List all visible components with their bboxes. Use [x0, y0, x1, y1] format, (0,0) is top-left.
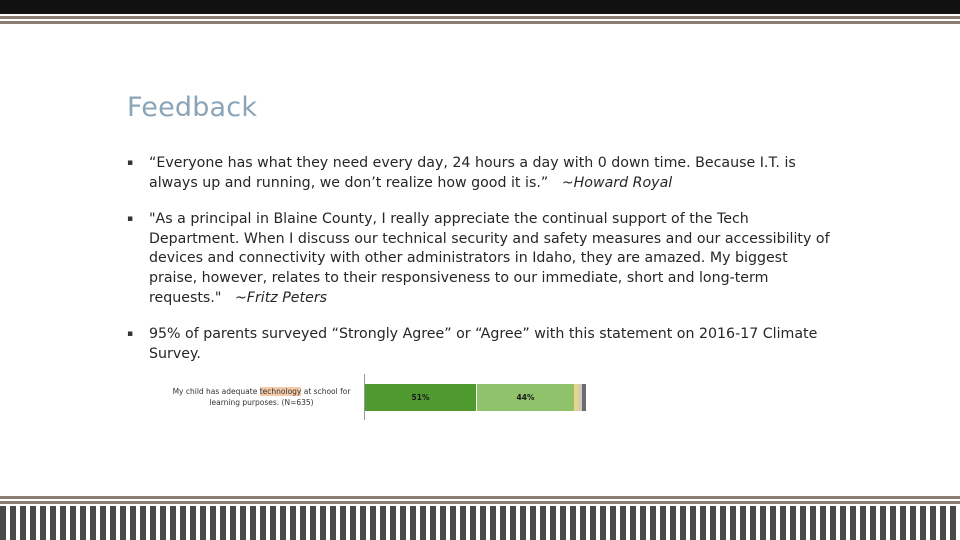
bullet-marker-icon: ▪ [127, 158, 134, 168]
bar-data-label: 44% [516, 393, 535, 402]
top-decor-stripe [0, 16, 960, 19]
quote-author: ~Fritz Peters [234, 289, 328, 306]
survey-question-label: My child has adequate technology at school for learning purposes. (N=635) [172, 387, 351, 407]
survey-statement: 95% of parents surveyed “Strongly Agree” or “Agree” with this statement on 2016-17 Climate Survey. [149, 326, 818, 362]
highlighted-term: technology [259, 387, 302, 396]
top-decor-stripe [0, 21, 960, 24]
bullet-item [127, 154, 837, 193]
bottom-decor-stripe [0, 501, 960, 504]
bullet-list [127, 154, 837, 364]
quote-author: ~Howard Royal [561, 174, 673, 191]
bullet-item [127, 325, 837, 364]
top-decor-bar [0, 0, 960, 14]
bullet-marker-icon: ▪ [127, 214, 134, 225]
bottom-decor-stripe [0, 496, 960, 499]
survey-bar-chart [156, 374, 586, 420]
quote-text: “Everyone has what they need every day, 24 hours a day with 0 down time. Because I.T. is always up and running, we don’t realize how good it is.” [149, 155, 796, 191]
bar-data-label: 51% [411, 393, 430, 402]
bar-strongly-agree [365, 384, 476, 411]
bullet-marker-icon: ▪ [127, 329, 134, 340]
bar-strongly-disagree [582, 384, 586, 411]
slide-title: Feedback [127, 92, 258, 123]
bar-agree [477, 384, 574, 411]
bullet-item [127, 210, 837, 308]
bottom-decor-ticks [0, 506, 960, 540]
quote-text: "As a principal in Blaine County, I really appreciate the continual support of the Tech Department. When I discuss our technical security and safety measures and our accessibility of devices and connectivity with other administrators in Idaho, they are amazed. My biggest praise, however, relates to their responsiveness to our immediate, short and long-term requests." [149, 211, 830, 306]
